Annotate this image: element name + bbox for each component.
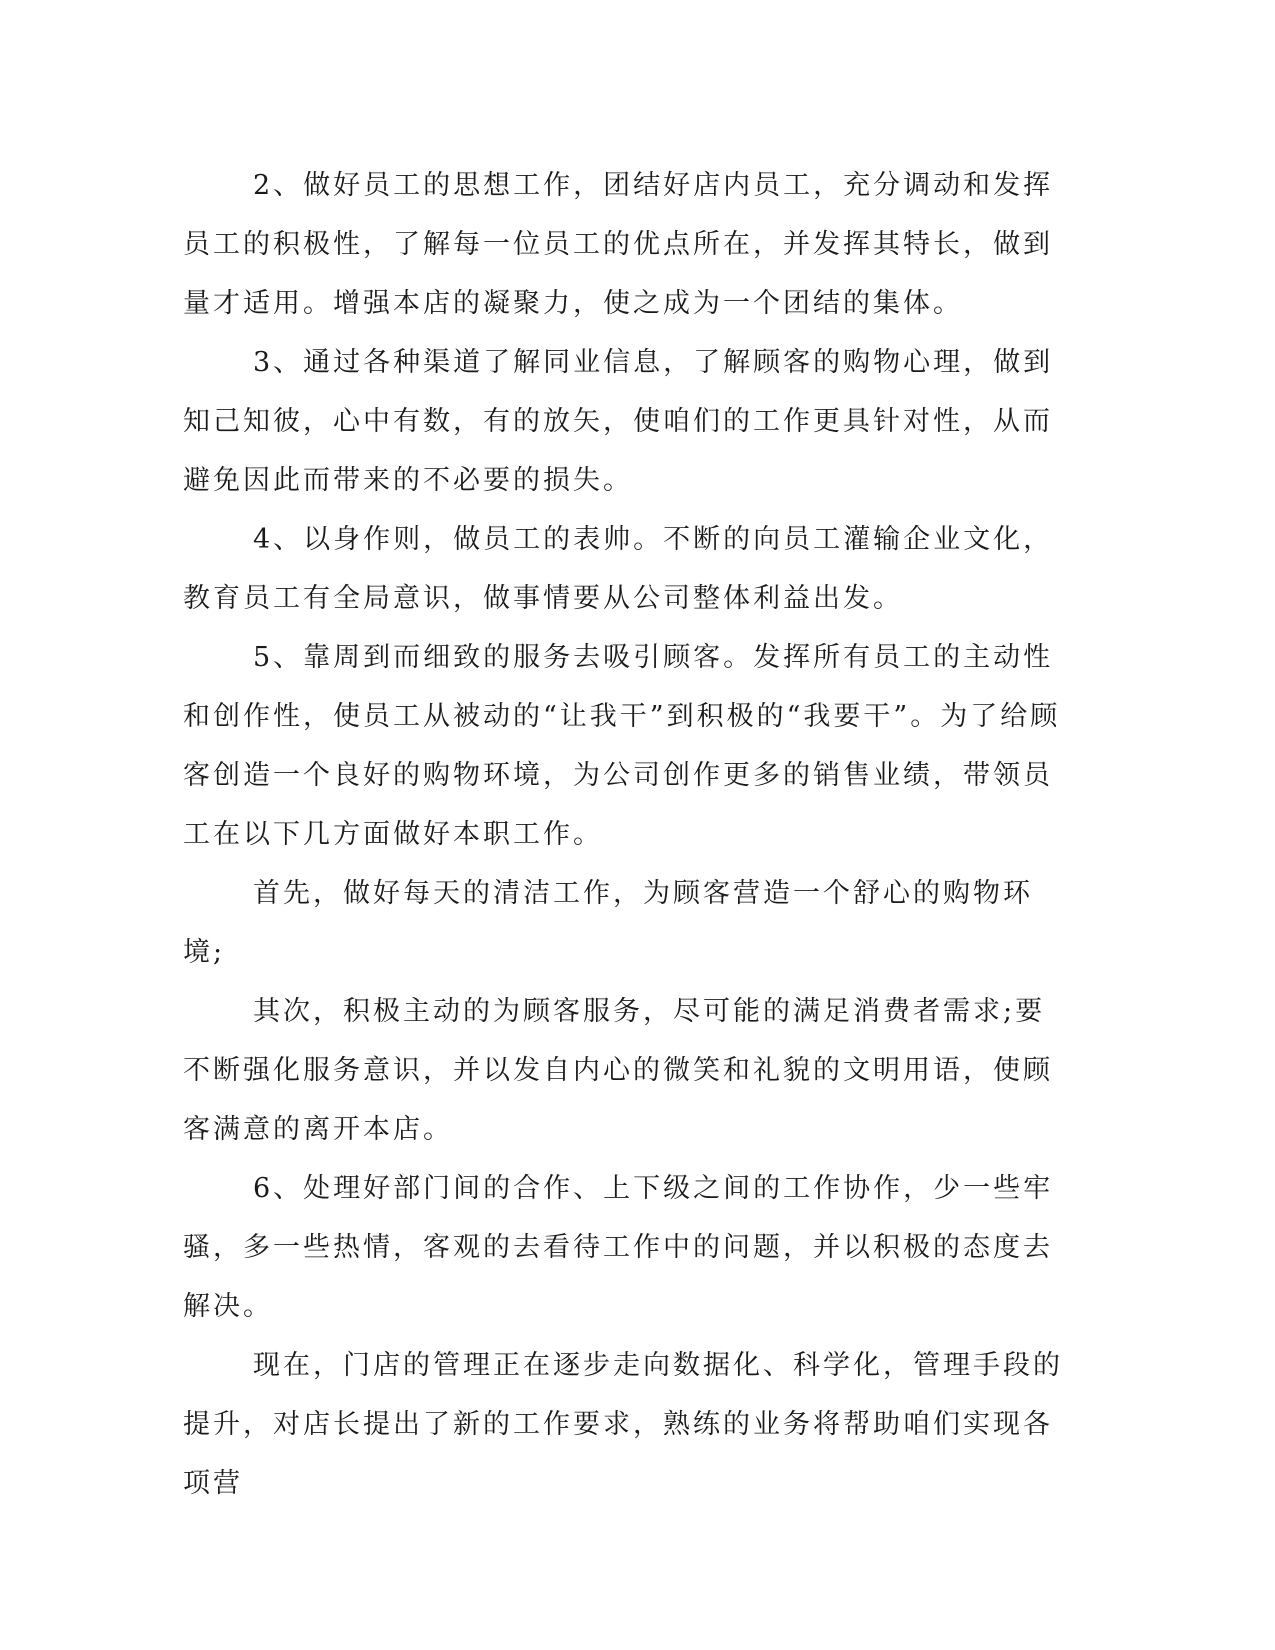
paragraph-item-3: 3、通过各种渠道了解同业信息，了解顾客的购物心理，做到知己知彼，心中有数，有的放矢，使咱们的工作更具针对性，从而避免因此而带来的不必要的损失。	[183, 347, 1054, 496]
paragraph-second: 其次，积极主动的为顾客服务，尽可能的满足消费者需求;要不断强化服务意识，并以发自内心的微笑和礼貌的文明用语，使顾客满意的离开本店。	[183, 996, 1053, 1145]
paragraph-item-4: 4、以身作则，做员工的表帅。不断的向员工灌输企业文化，教育员工有全局意识，做事情要从公司整体利益出发。	[183, 524, 1054, 614]
paragraph-current-state: 现在，门店的管理正在逐步走向数据化、科学化，管理手段的提升，对店长提出了新的工作要求，熟练的业务将帮助咱们实现各项营	[183, 1350, 1063, 1499]
paragraph-item-2: 2、做好员工的思想工作，团结好店内员工，充分调动和发挥员工的积极性，了解每一位员工的优点所在，并发挥其特长，做到量才适用。增强本店的凝聚力，使之成为一个团结的集体。	[183, 170, 1054, 319]
paragraph-item-5: 5、靠周到而细致的服务去吸引顾客。发挥所有员工的主动性和创作性，使员工从被动的“让我干”到积极的“我要干”。为了给顾客创造一个良好的购物环境，为公司创作更多的销售业绩，带领员工在以下几方面做好本职工作。	[183, 642, 1061, 850]
paragraph-first: 首先，做好每天的清洁工作，为顾客营造一个舒心的购物环境;	[183, 878, 1033, 968]
paragraph-item-6: 6、处理好部门间的合作、上下级之间的工作协作，少一些牢骚，多一些热情，客观的去看待工作中的问题，并以积极的态度去解决。	[183, 1173, 1054, 1322]
document-body	[183, 156, 1063, 1513]
